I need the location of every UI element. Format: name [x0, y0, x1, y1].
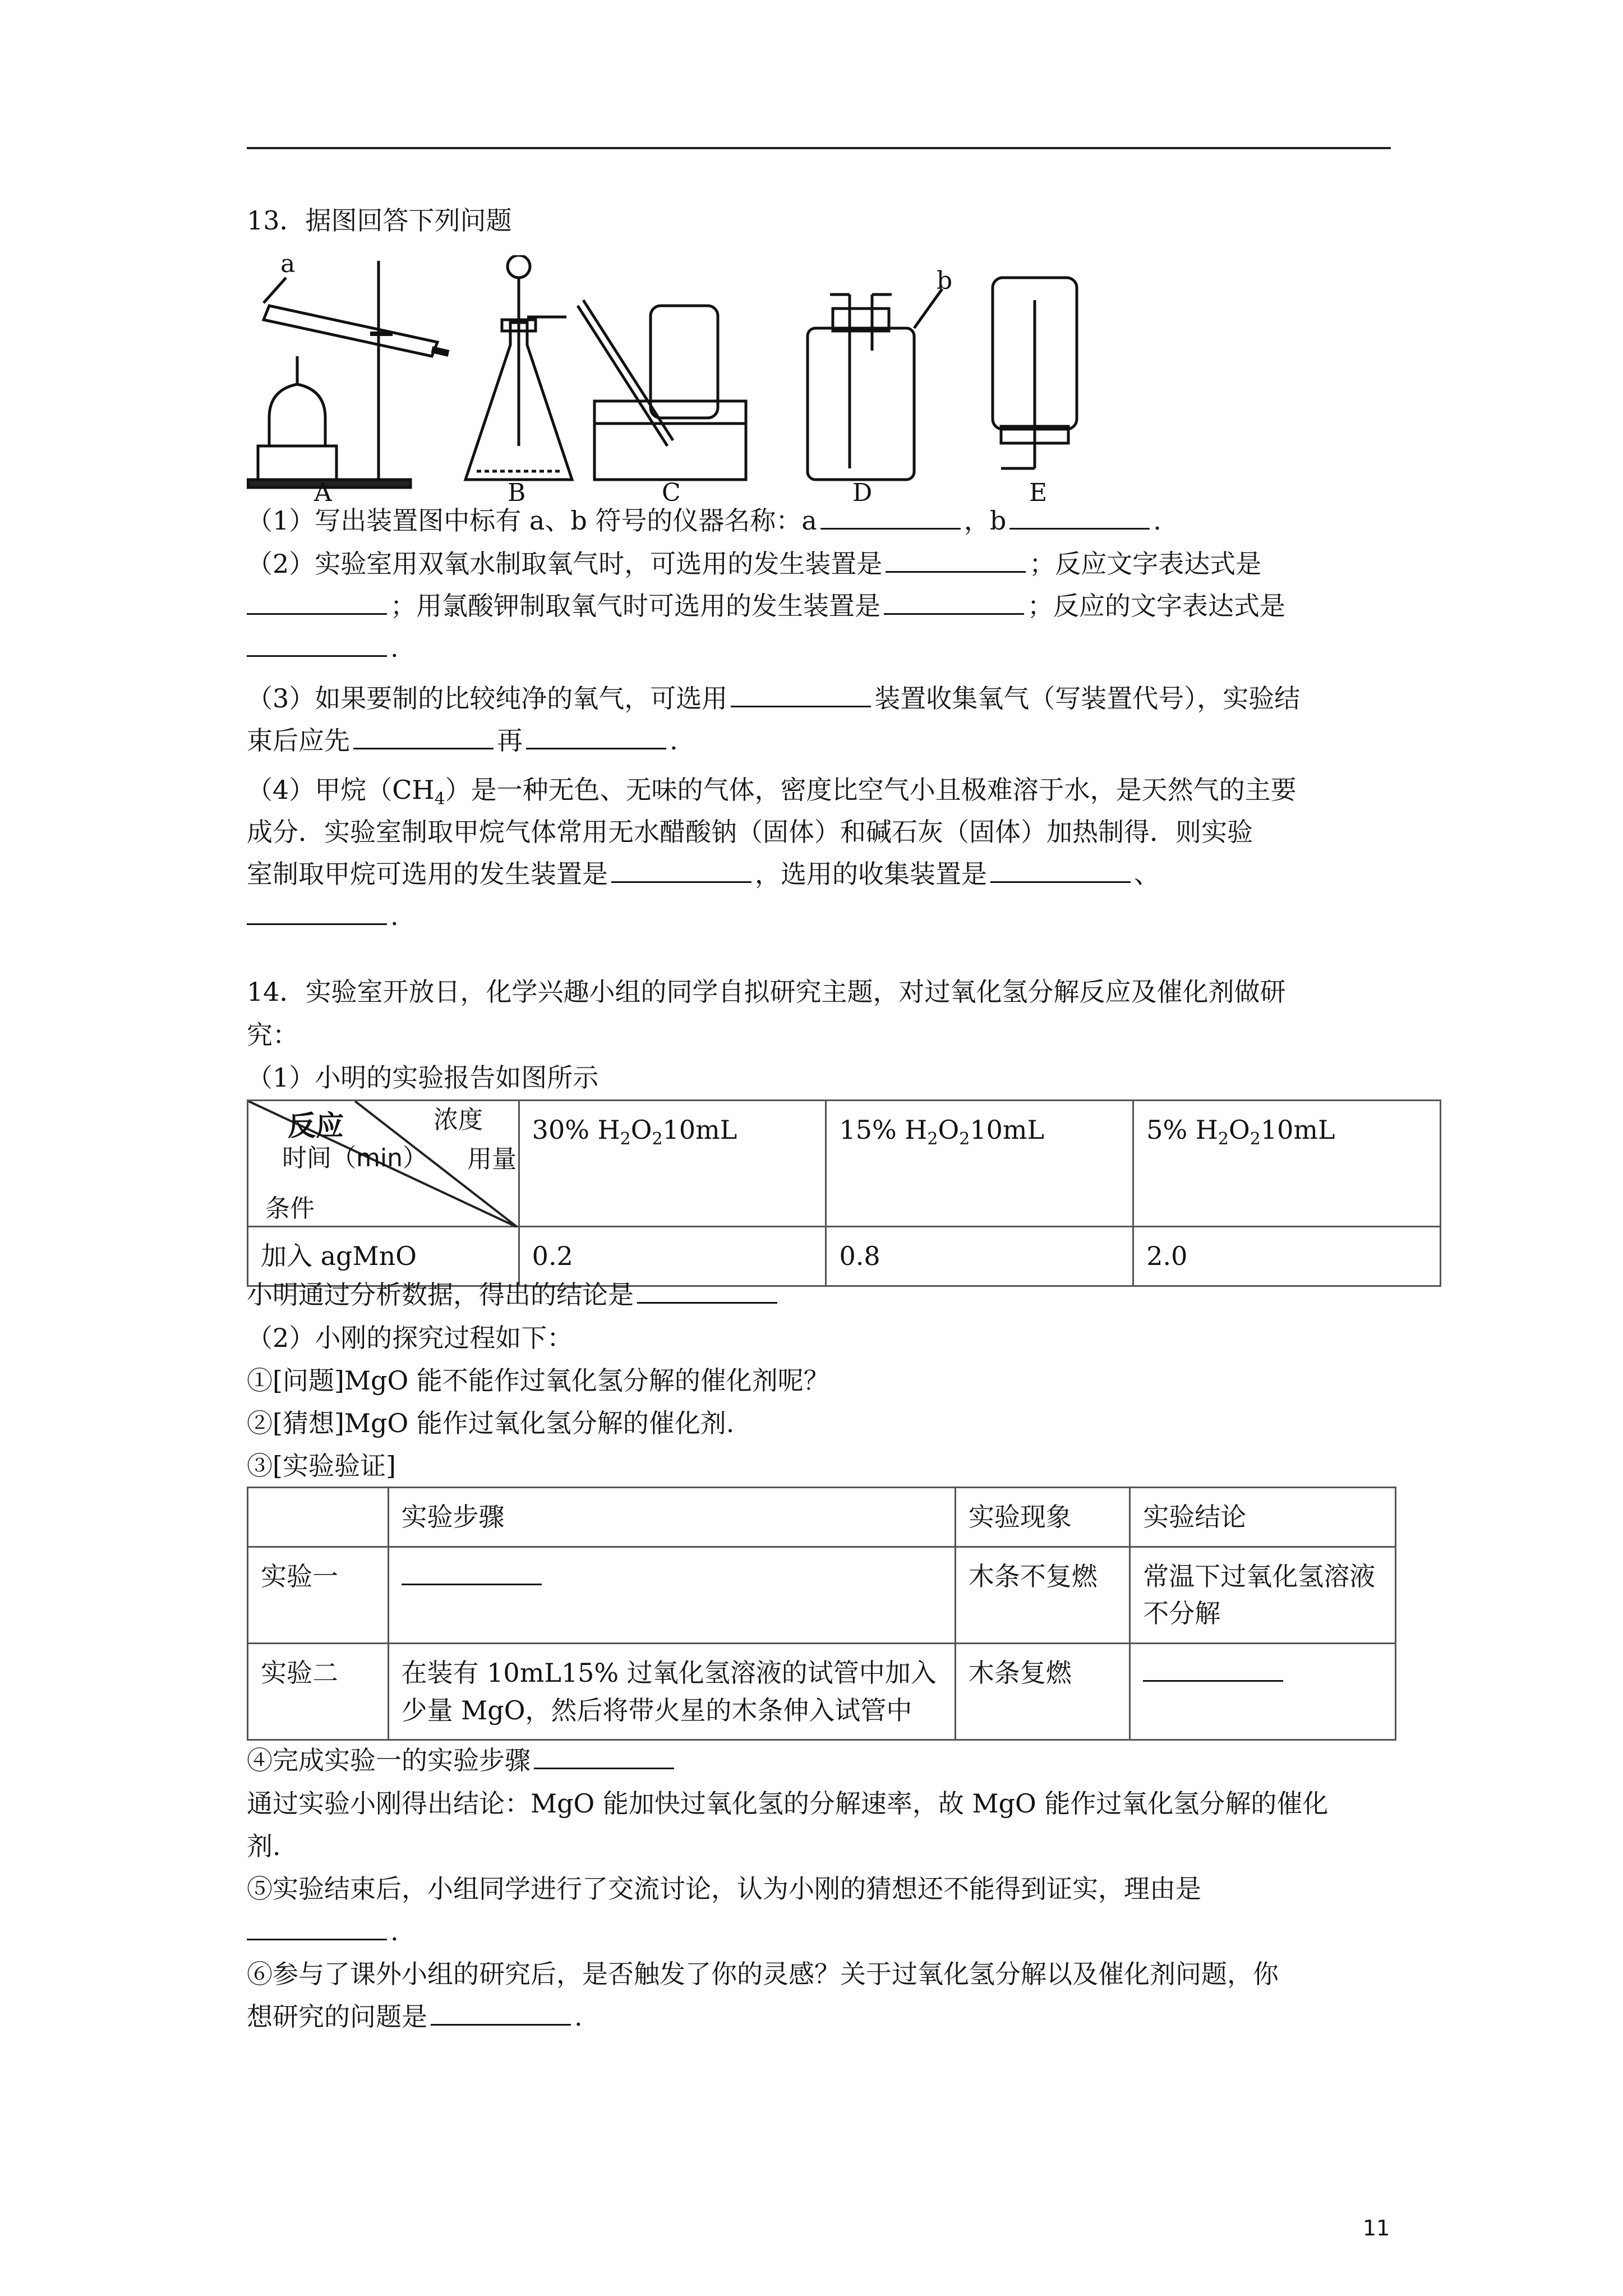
header-reaction: 反应 [288, 1110, 344, 1142]
label-b: b [937, 266, 953, 295]
row1-label: 实验一 [248, 1547, 389, 1643]
label-D: D [852, 478, 873, 502]
page-number: 11 [1363, 2216, 1390, 2240]
q13-p2-line3: . [247, 635, 399, 661]
row2-conclusion [1130, 1644, 1396, 1740]
blank-exp1-step-2[interactable] [534, 1747, 674, 1769]
q14-s1: ①[问题]MgO 能不能作过氧化氢分解的催化剂呢？ [247, 1365, 829, 1396]
alcohol-lamp [269, 384, 325, 446]
blank-exp2-conclusion[interactable] [1143, 1660, 1283, 1682]
water-trough [594, 401, 746, 480]
row2-phenomenon: 木条复燃 [955, 1644, 1129, 1740]
q13-p3-line1: （3）如果要制的比较纯净的氧气，可选用 装置收集氧气（写装置代号），实验结 [247, 683, 1301, 714]
q13-p2-line1: （2）实验室用双氧水制取氧气时，可选用的发生装置是 ；反应文字表达式是 [247, 549, 1262, 579]
row1-conclusion: 常温下过氧化氢溶液不分解 [1130, 1547, 1396, 1643]
apparatus-drawing [247, 255, 1088, 502]
q13-p4-line2: 成分．实验室制取甲烷气体常用无水醋酸钠（固体）和碱石灰（固体）加热制得．则实验 [247, 817, 1253, 847]
header-rule [247, 147, 1391, 149]
blank-ch4-collect-1[interactable] [990, 861, 1131, 883]
row2-step: 在装有 10mL15% 过氧化氢溶液的试管中加入少量 MgO，然后将带火星的木条伸入试管中 [388, 1644, 955, 1740]
value-30pct: 0.2 [519, 1227, 826, 1286]
blank-h2o2-equation[interactable] [247, 593, 387, 615]
col-5pct: 5% $H_2O_210mL$ [1133, 1101, 1441, 1227]
report-table [247, 1099, 1441, 1287]
header-concentration: 浓度 [434, 1106, 483, 1134]
q13-p3-line2: 束后应先 再 . [247, 725, 678, 756]
label-a: a [280, 255, 296, 278]
blank-exp1-step[interactable] [402, 1563, 542, 1585]
blank-collect-device[interactable] [731, 685, 871, 707]
q14-conclusion: 小明通过分析数据，得出的结论是 [247, 1282, 781, 1308]
col-30pct: 30% $H_2O_210mL$ [519, 1101, 826, 1227]
blank-kclo3-device[interactable] [884, 593, 1024, 615]
value-15pct: 0.8 [826, 1227, 1133, 1286]
blank-b[interactable] [1009, 508, 1150, 530]
q14-s5-line2: . [247, 1918, 399, 1944]
th-steps: 实验步骤 [388, 1488, 955, 1547]
verification-table [247, 1487, 1396, 1741]
th-conclusion: 实验结论 [1130, 1488, 1396, 1547]
row1-phenomenon: 木条不复燃 [955, 1547, 1129, 1643]
q14-p1: （1）小明的实验报告如图所示 [247, 1062, 599, 1093]
header-time: 时间（min） [282, 1144, 427, 1172]
q13-p1: （1）写出装置图中标有 a、b 符号的仪器名称：a ，b . [247, 505, 1161, 536]
th-empty [248, 1488, 389, 1547]
gas-bottle-d [808, 328, 914, 480]
q14-s4: ④完成实验一的实验步骤 [247, 1747, 677, 1773]
q14-intro-line1: 14．实验室开放日，化学兴趣小组的同学自拟研究主题，对过氧化氢分解反应及催化剂做研 [247, 977, 1286, 1007]
col-15pct: 15% $H_2O_210mL$ [826, 1101, 1133, 1227]
label-E: E [1029, 478, 1048, 502]
value-5pct: 2.0 [1133, 1227, 1441, 1286]
th-phenomenon: 实验现象 [955, 1488, 1129, 1547]
q13-p4-line1: （4）甲烷$(CH_4)$是一种无色、无味的气体，密度比空气小且极难溶于水，是天然气的主要 [247, 775, 1297, 809]
q13-p2-line2: ；用氯酸钾制取氧气时可选用的发生装置是 ；反应的文字表达式是 [247, 593, 1285, 619]
blank-research-question[interactable] [431, 2004, 571, 2026]
blank-xiaoming-conclusion[interactable] [637, 1282, 777, 1304]
q14-intro-line2: 究： [247, 1020, 298, 1050]
blank-first-step[interactable] [353, 728, 494, 749]
blank-ch4-device[interactable] [611, 861, 751, 883]
q14-s6-line1: ⑥参与了课外小组的研究后，是否触发了你的灵感？关于过氧化氢分解以及催化剂问题，你 [247, 1959, 1279, 1989]
test-tube-a [264, 306, 437, 356]
row1-step [388, 1547, 955, 1643]
lamp-block [258, 446, 336, 480]
blank-reason[interactable] [247, 1918, 387, 1940]
q13-p4-line3: 室制取甲烷可选用的发生装置是 ，选用的收集装置是 、 [247, 859, 1160, 889]
row2-label: 实验二 [248, 1644, 389, 1740]
q13-p4-line4: . [247, 903, 399, 929]
row-mno-label: 加入 agMnO [248, 1227, 519, 1286]
diagonal-header-cell [248, 1101, 519, 1227]
q13-title: 13．据图回答下列问题 [247, 205, 512, 236]
header-amount: 用量 [467, 1145, 517, 1174]
header-condition: 条件 [265, 1194, 315, 1223]
q14-s3: ③[实验验证] [247, 1451, 396, 1481]
blank-second-step[interactable] [526, 728, 666, 749]
label-B: B [508, 478, 526, 502]
label-C: C [662, 478, 681, 502]
label-A: A [314, 478, 332, 502]
q14-s5-line1: ⑤实验结束后，小组同学进行了交流讨论，认为小刚的猜想还不能得到证实，理由是 [247, 1874, 1201, 1904]
q14-s2: ②[猜想]MgO 能作过氧化氢分解的催化剂. [247, 1408, 735, 1438]
q14-s4b-line1: 通过实验小刚得出结论：MgO 能加快过氧化氢的分解速率，故 MgO 能作过氧化氢分解的催化 [247, 1788, 1329, 1819]
apparatus-figure [247, 255, 1088, 502]
q14-s6-line2: 想研究的问题是 . [247, 2001, 583, 2032]
blank-a[interactable] [820, 508, 961, 530]
q14-s4b-line2: 剂. [247, 1831, 281, 1861]
blank-ch4-collect-2[interactable] [247, 903, 387, 925]
q14-p2: （2）小刚的探究过程如下： [247, 1323, 573, 1353]
blank-kclo3-equation[interactable] [247, 635, 387, 657]
blank-h2o2-device[interactable] [886, 551, 1026, 573]
